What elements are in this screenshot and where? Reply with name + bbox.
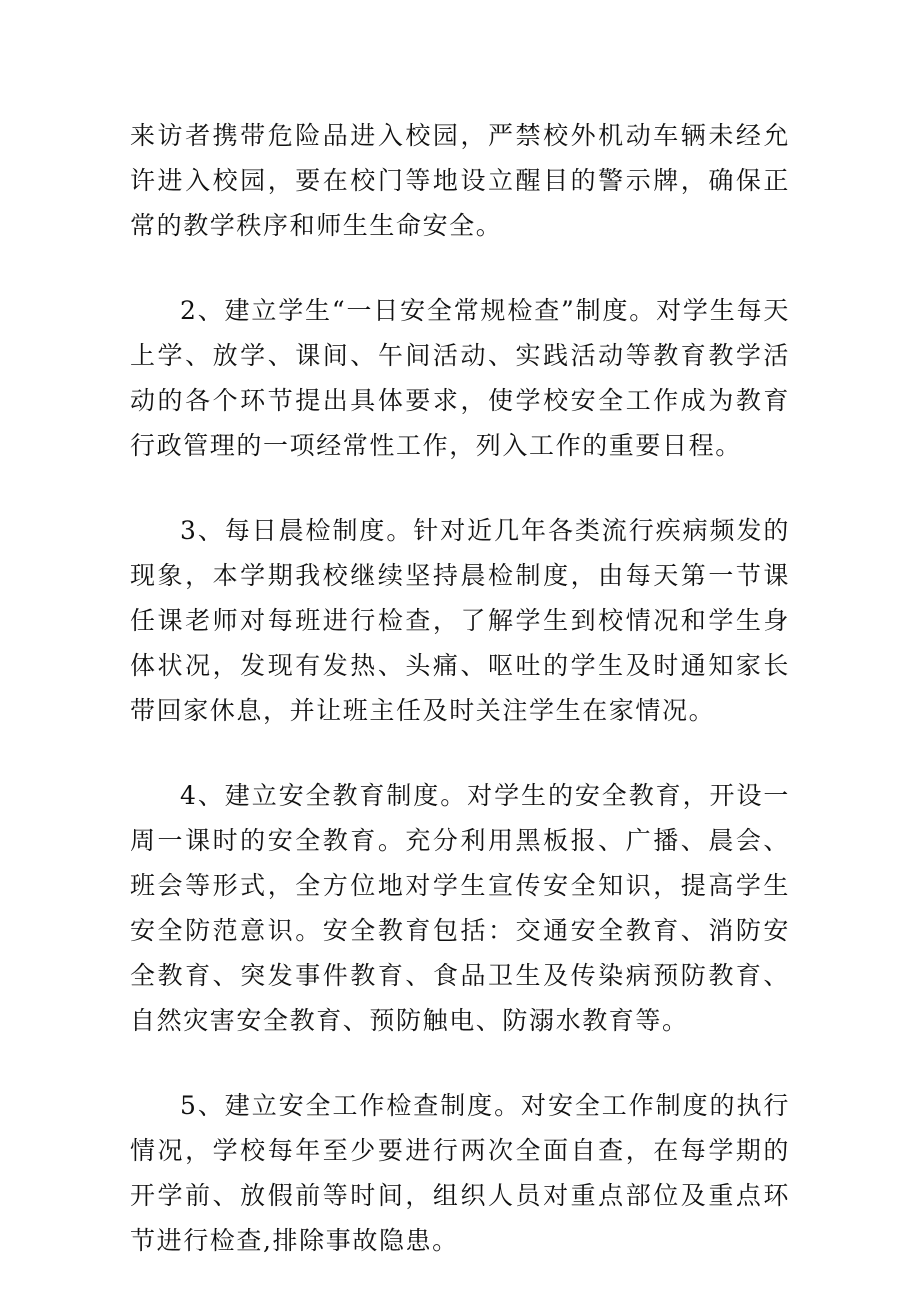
paragraph-daily-safety-check: 2、建立学生“一日安全常规检查”制度。对学生每天上学、放学、课间、午间活动、实践活动等教育教学活动的各个环节提出具体要求，使学校安全工作成为教育行政管理的一项经常性工作，列入工作的重要日程。	[130, 296, 790, 460]
paragraph-morning-check: 3、每日晨检制度。针对近几年各类流行疾病频发的现象，本学期我校继续坚持晨检制度，由每天第一节课任课老师对每班进行检查，了解学生到校情况和学生身体状况，发现有发热、头痛、呕吐的学生及时通知家长带回家休息，并让班主任及时关注学生在家情况。	[130, 516, 790, 725]
paragraph-gap	[130, 468, 790, 508]
paragraph-safety-education: 4、建立安全教育制度。对学生的安全教育，开设一周一课时的安全教育。充分利用黑板报、广播、晨会、班会等形式，全方位地对学生宣传安全知识，提高学生安全防范意识。安全教育包括：交通安全教育、消防安全教育、突发事件教育、食品卫生及传染病预防教育、自然灾害安全教育、预防触电、防溺水教育等。	[130, 781, 790, 1035]
paragraph-gap	[130, 733, 790, 773]
paragraph-safety-inspection: 5、建立安全工作检查制度。对安全工作制度的执行情况，学校每年至少要进行两次全面自查，在每学期的开学前、放假前等时间，组织人员对重点部位及重点环节进行检查,排除事故隐患。	[130, 1091, 790, 1255]
paragraph-continuation: 来访者携带危险品进入校园，严禁校外机动车辆未经允许进入校园，要在校门等地设立醒目的警示牌，确保正常的教学秩序和师生生命安全。	[130, 121, 790, 240]
paragraph-gap	[130, 1043, 790, 1083]
document-body	[130, 113, 790, 1263]
paragraph-gap	[130, 248, 790, 288]
